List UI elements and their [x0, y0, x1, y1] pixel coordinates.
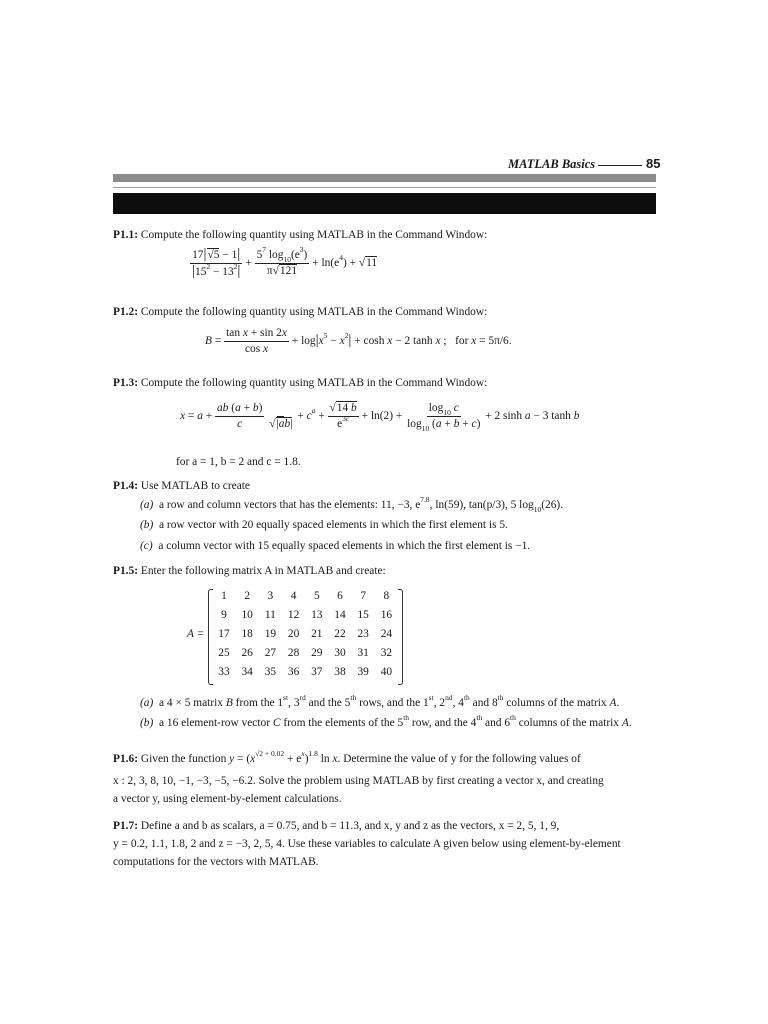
p1-4-item-c: (c) a column vector with 15 equally spaced elements in which the first element is −1. — [140, 540, 531, 552]
p1-4-item-a: (a) a row and column vectors that has the elements: 11, −3, $e^{7.8}$, ln(59), tan(p/3), 5 $\log_{10}(26)$. — [140, 495, 564, 515]
matrix-cell: 9 — [221, 609, 227, 621]
problem-text: Enter the following matrix A in MATLAB and create: — [140, 565, 386, 577]
problem-p1-1 — [113, 228, 487, 242]
matrix-a — [208, 589, 403, 685]
matrix-cell: 25 — [218, 647, 230, 659]
header-thin-rule — [113, 187, 656, 188]
equation-p1-1: $\frac{17|√5 - 1|}{|15^2 - 13^2|}$ + $\frac{5^7 \log_{10}(e^3)}{\pi√121}$ + $\ln(e^4) + √11$ — [192, 245, 378, 279]
matrix-cell: 26 — [241, 647, 253, 659]
matrix-cell: 6 — [337, 590, 343, 602]
matrix-cell: 30 — [334, 647, 346, 659]
header-gray-band — [113, 174, 656, 182]
problem-p1-2 — [113, 305, 487, 319]
matrix-cell: 4 — [290, 590, 297, 602]
fraction-2: $\frac{5^7 \log_{10}(e^3)}{\pi√121}$ — [256, 245, 308, 277]
problem-label: P1.6: — [113, 753, 138, 765]
matrix-cell: 3 — [267, 590, 274, 602]
matrix-cell: 29 — [311, 647, 323, 659]
equation-p1-2: B = $\frac{\text{tan x + sin 2x}}{\text{cos x}}$ + $\log|x^5 - x^2| + \cosh x - 2$ tanh x ; for x = 5π/6. — [205, 327, 512, 355]
problem-p1-5 — [113, 564, 386, 578]
matrix-cell: 40 — [380, 666, 393, 678]
matrix-cell: 34 — [241, 666, 253, 678]
matrix-cell: 22 — [334, 628, 346, 640]
matrix-cell: 28 — [287, 647, 300, 659]
matrix-cell: 24 — [380, 628, 393, 640]
p1-6-line-2: x : 2, 3, 8, 10, −1, −3, −5, −6.2. Solve the problem using MATLAB by first creating a vector x, and creating — [113, 775, 604, 787]
problem-label: P1.1: — [113, 229, 138, 241]
p1-7-line-2: y = 0.2, 1.1, 1.8, 2 and z = −3, 2, 5, 4. Use these variables to calculate A given below using element-by-element — [113, 838, 621, 850]
matrix-cell: 32 — [380, 647, 393, 659]
problem-text: Compute the following quantity using MATLAB in the Command Window: — [140, 229, 488, 241]
matrix-cell: 21 — [311, 628, 323, 640]
matrix-cell: 19 — [264, 628, 277, 640]
matrix-cell: 12 — [287, 609, 300, 621]
matrix-cell: 36 — [287, 666, 300, 678]
p1-4-item-b: (b) a row vector with 20 equally spaced elements in which the first element is 5. — [140, 519, 508, 531]
matrix-cell: 5 — [313, 590, 320, 602]
running-header — [508, 156, 661, 173]
p1-3-values: for a = 1, b = 2 and c = 1.8. — [176, 456, 301, 468]
page-number: 85 — [646, 156, 661, 171]
equation-p1-3: x = a + $\frac{ab (a + b)}{c}$ √|ab| + $c^a$ + $\frac{√14 b}{e^{3c}}$ + ln(2) + $\frac{\log_{10} c}{\log_{10} (a + b + c)}$ + 2 sinh a − 3 tanh b — [180, 402, 580, 434]
fraction-1: $\frac{17|√5 - 1|}{|15^2 - 13^2|}$ — [192, 246, 241, 279]
p1-5-item-b: (b) a 16 element-row vector C from the elements of the 5th row, and the 4th and 6th columns of the matrix A. — [140, 713, 632, 729]
problem-text: Use MATLAB to create — [140, 480, 250, 492]
matrix-cell: 11 — [264, 609, 276, 621]
matrix-cell: 16 — [380, 609, 393, 621]
matrix-cell: 37 — [311, 666, 323, 678]
matrix-cell: 38 — [334, 666, 346, 678]
matrix-cell: 13 — [311, 609, 323, 621]
problem-label: P1.3: — [113, 377, 138, 389]
section-black-bar — [113, 193, 656, 214]
matrix-cell: 14 — [334, 609, 346, 621]
p1-6-line-3: a vector y, using element-by-element calculations. — [113, 793, 342, 805]
problem-label: P1.7: — [113, 820, 138, 832]
problem-text: Compute the following quantity using MATLAB in the Command Window: — [140, 306, 488, 318]
problem-p1-6: P1.6: Given the function $y = (x^{√2 + 0.02} + e^x)^{1.8}$ ln x. Determine the value of y for the following values of — [113, 749, 581, 765]
matrix-cell: 33 — [218, 666, 230, 678]
problem-p1-7: P1.7: Define a and b as scalars, a = 0.75, and b = 11.3, and x, y and z as the vectors, x = 2, 5, 1, 9, — [113, 820, 560, 832]
matrix-cell: 8 — [383, 590, 390, 602]
matrix-cell: 18 — [241, 628, 253, 640]
problem-p1-4 — [113, 479, 250, 493]
matrix-cell: 27 — [264, 647, 277, 659]
matrix-cell: 17 — [218, 628, 230, 640]
problem-label: P1.5: — [113, 565, 138, 577]
matrix-cell: 39 — [357, 666, 369, 678]
matrix-cell: 23 — [357, 628, 369, 640]
p1-7-line-3: computations for the vectors with MATLAB. — [113, 856, 319, 868]
matrix-cell: 31 — [357, 647, 369, 659]
problem-text: Compute the following quantity using MATLAB in the Command Window: — [140, 377, 488, 389]
p1-5-item-a: (a) a 4 × 5 matrix B from the 1st, 3rd and the 5th rows, and the 1st, 2nd, 4th and 8th columns of the matrix A. — [140, 693, 620, 709]
matrix-cell: 15 — [357, 609, 369, 621]
matrix-cell: 7 — [360, 590, 367, 602]
running-title: MATLAB Basics — [508, 157, 596, 171]
matrix-cell: 1 — [221, 590, 227, 602]
matrix-cell: 2 — [244, 590, 251, 602]
problem-label: P1.2: — [113, 306, 138, 318]
matrix-name: A = — [187, 628, 205, 640]
problem-label: P1.4: — [113, 480, 138, 492]
problem-p1-3 — [113, 376, 487, 390]
matrix-cell: 35 — [264, 666, 277, 678]
matrix-cell: 20 — [287, 628, 300, 640]
header-rule — [598, 165, 642, 166]
matrix-cell: 10 — [241, 609, 253, 621]
